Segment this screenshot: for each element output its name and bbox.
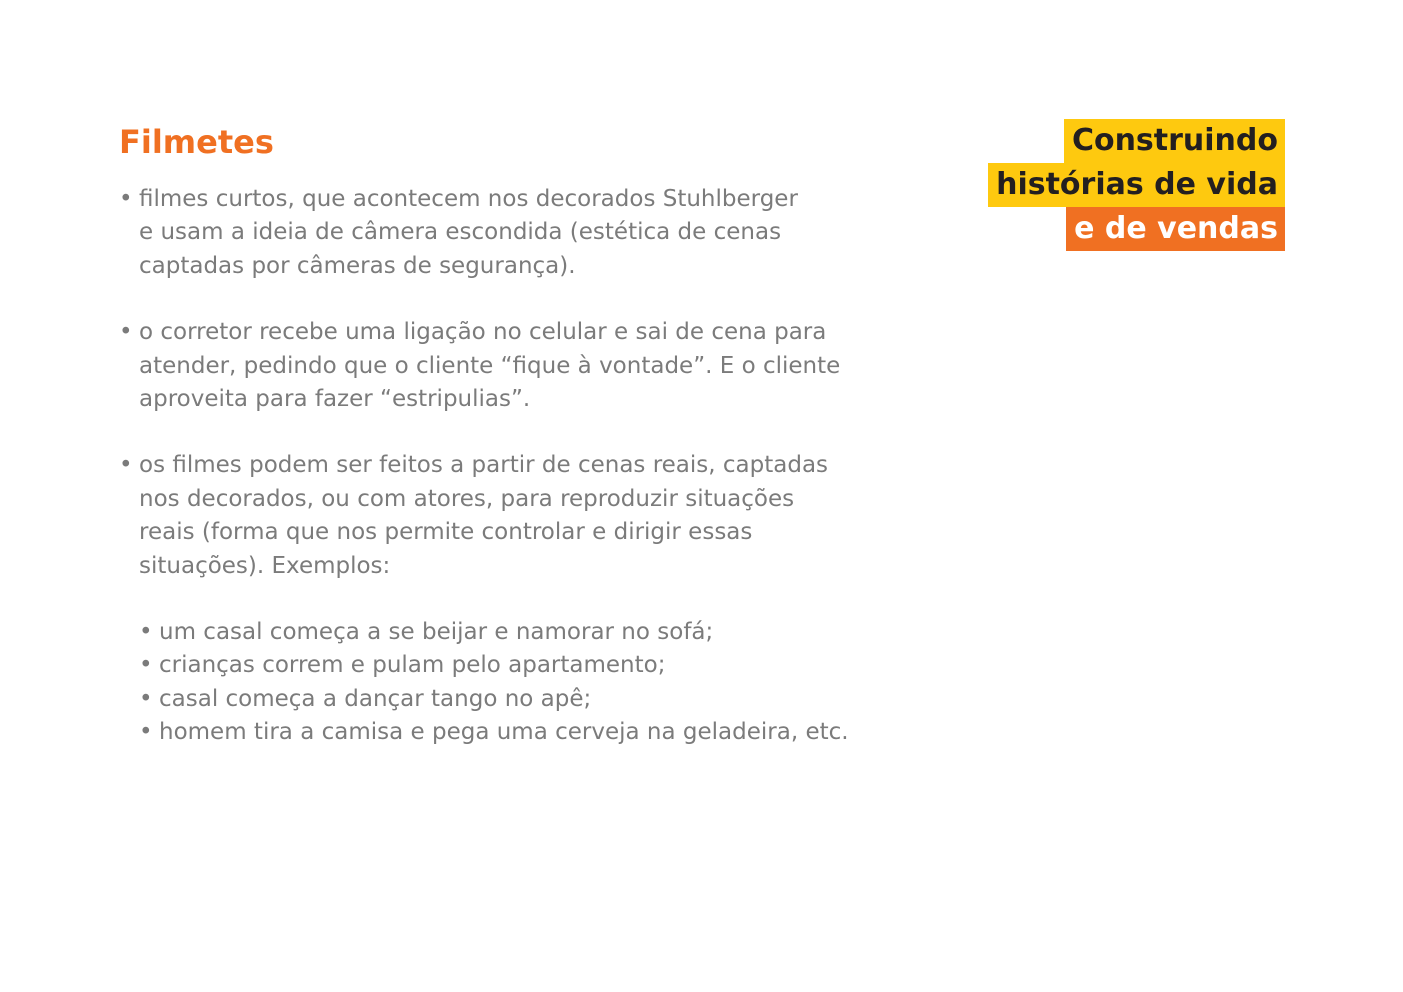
list-item-text	[139, 316, 840, 416]
text-line: reais (forma que nos permite controlar e dirigir essas	[139, 519, 753, 546]
text-line: situações). Exemplos:	[139, 552, 391, 579]
bullet-marker: •	[119, 186, 133, 212]
bullet-marker: •	[119, 452, 133, 479]
page-title: Filmetes	[119, 123, 274, 161]
example-text: homem tira a camisa e pega uma cerveja na geladeira, etc.	[159, 719, 849, 746]
tagline-line-1: Construindo	[1064, 119, 1285, 163]
text-line: captadas por câmeras de segurança).	[139, 252, 576, 279]
bullet-marker: •	[139, 685, 153, 712]
bullet-marker: •	[139, 652, 153, 679]
list-item-text	[139, 183, 798, 283]
list-item	[119, 316, 899, 416]
example-item	[139, 716, 899, 749]
text-line: e usam a ideia de câmera escondida (estética de cenas	[139, 219, 782, 246]
text-line: filmes curtos, que acontecem nos decorados Stuhlberger	[139, 186, 798, 212]
example-text: crianças correm e pulam pelo apartamento;	[159, 652, 666, 679]
text-line: o corretor recebe uma ligação no celular e sai de cena para	[139, 319, 827, 346]
text-line: nos decorados, ou com atores, para reproduzir situações	[139, 485, 795, 512]
list-item	[119, 183, 899, 283]
example-text: um casal começa a se beijar e namorar no sofá;	[159, 619, 714, 646]
list-item	[119, 449, 899, 583]
example-text: casal começa a dançar tango no apê;	[159, 685, 592, 712]
bullet-marker: •	[119, 319, 133, 346]
example-item	[139, 616, 899, 649]
tagline-line-3: e de vendas	[1066, 207, 1285, 251]
text-line: atender, pedindo que o cliente “fique à vontade”. E o cliente	[139, 352, 841, 379]
tagline-line-2: histórias de vida	[988, 163, 1285, 207]
example-item	[139, 649, 899, 682]
bullet-list	[119, 183, 899, 750]
tagline	[988, 119, 1285, 251]
example-item	[139, 683, 899, 716]
bullet-marker: •	[139, 719, 153, 746]
bullet-marker: •	[139, 619, 153, 646]
text-line: aproveita para fazer “estripulias”.	[139, 386, 531, 413]
list-item-text	[139, 449, 828, 583]
text-line: os filmes podem ser feitos a partir de cenas reais, captadas	[139, 452, 829, 479]
